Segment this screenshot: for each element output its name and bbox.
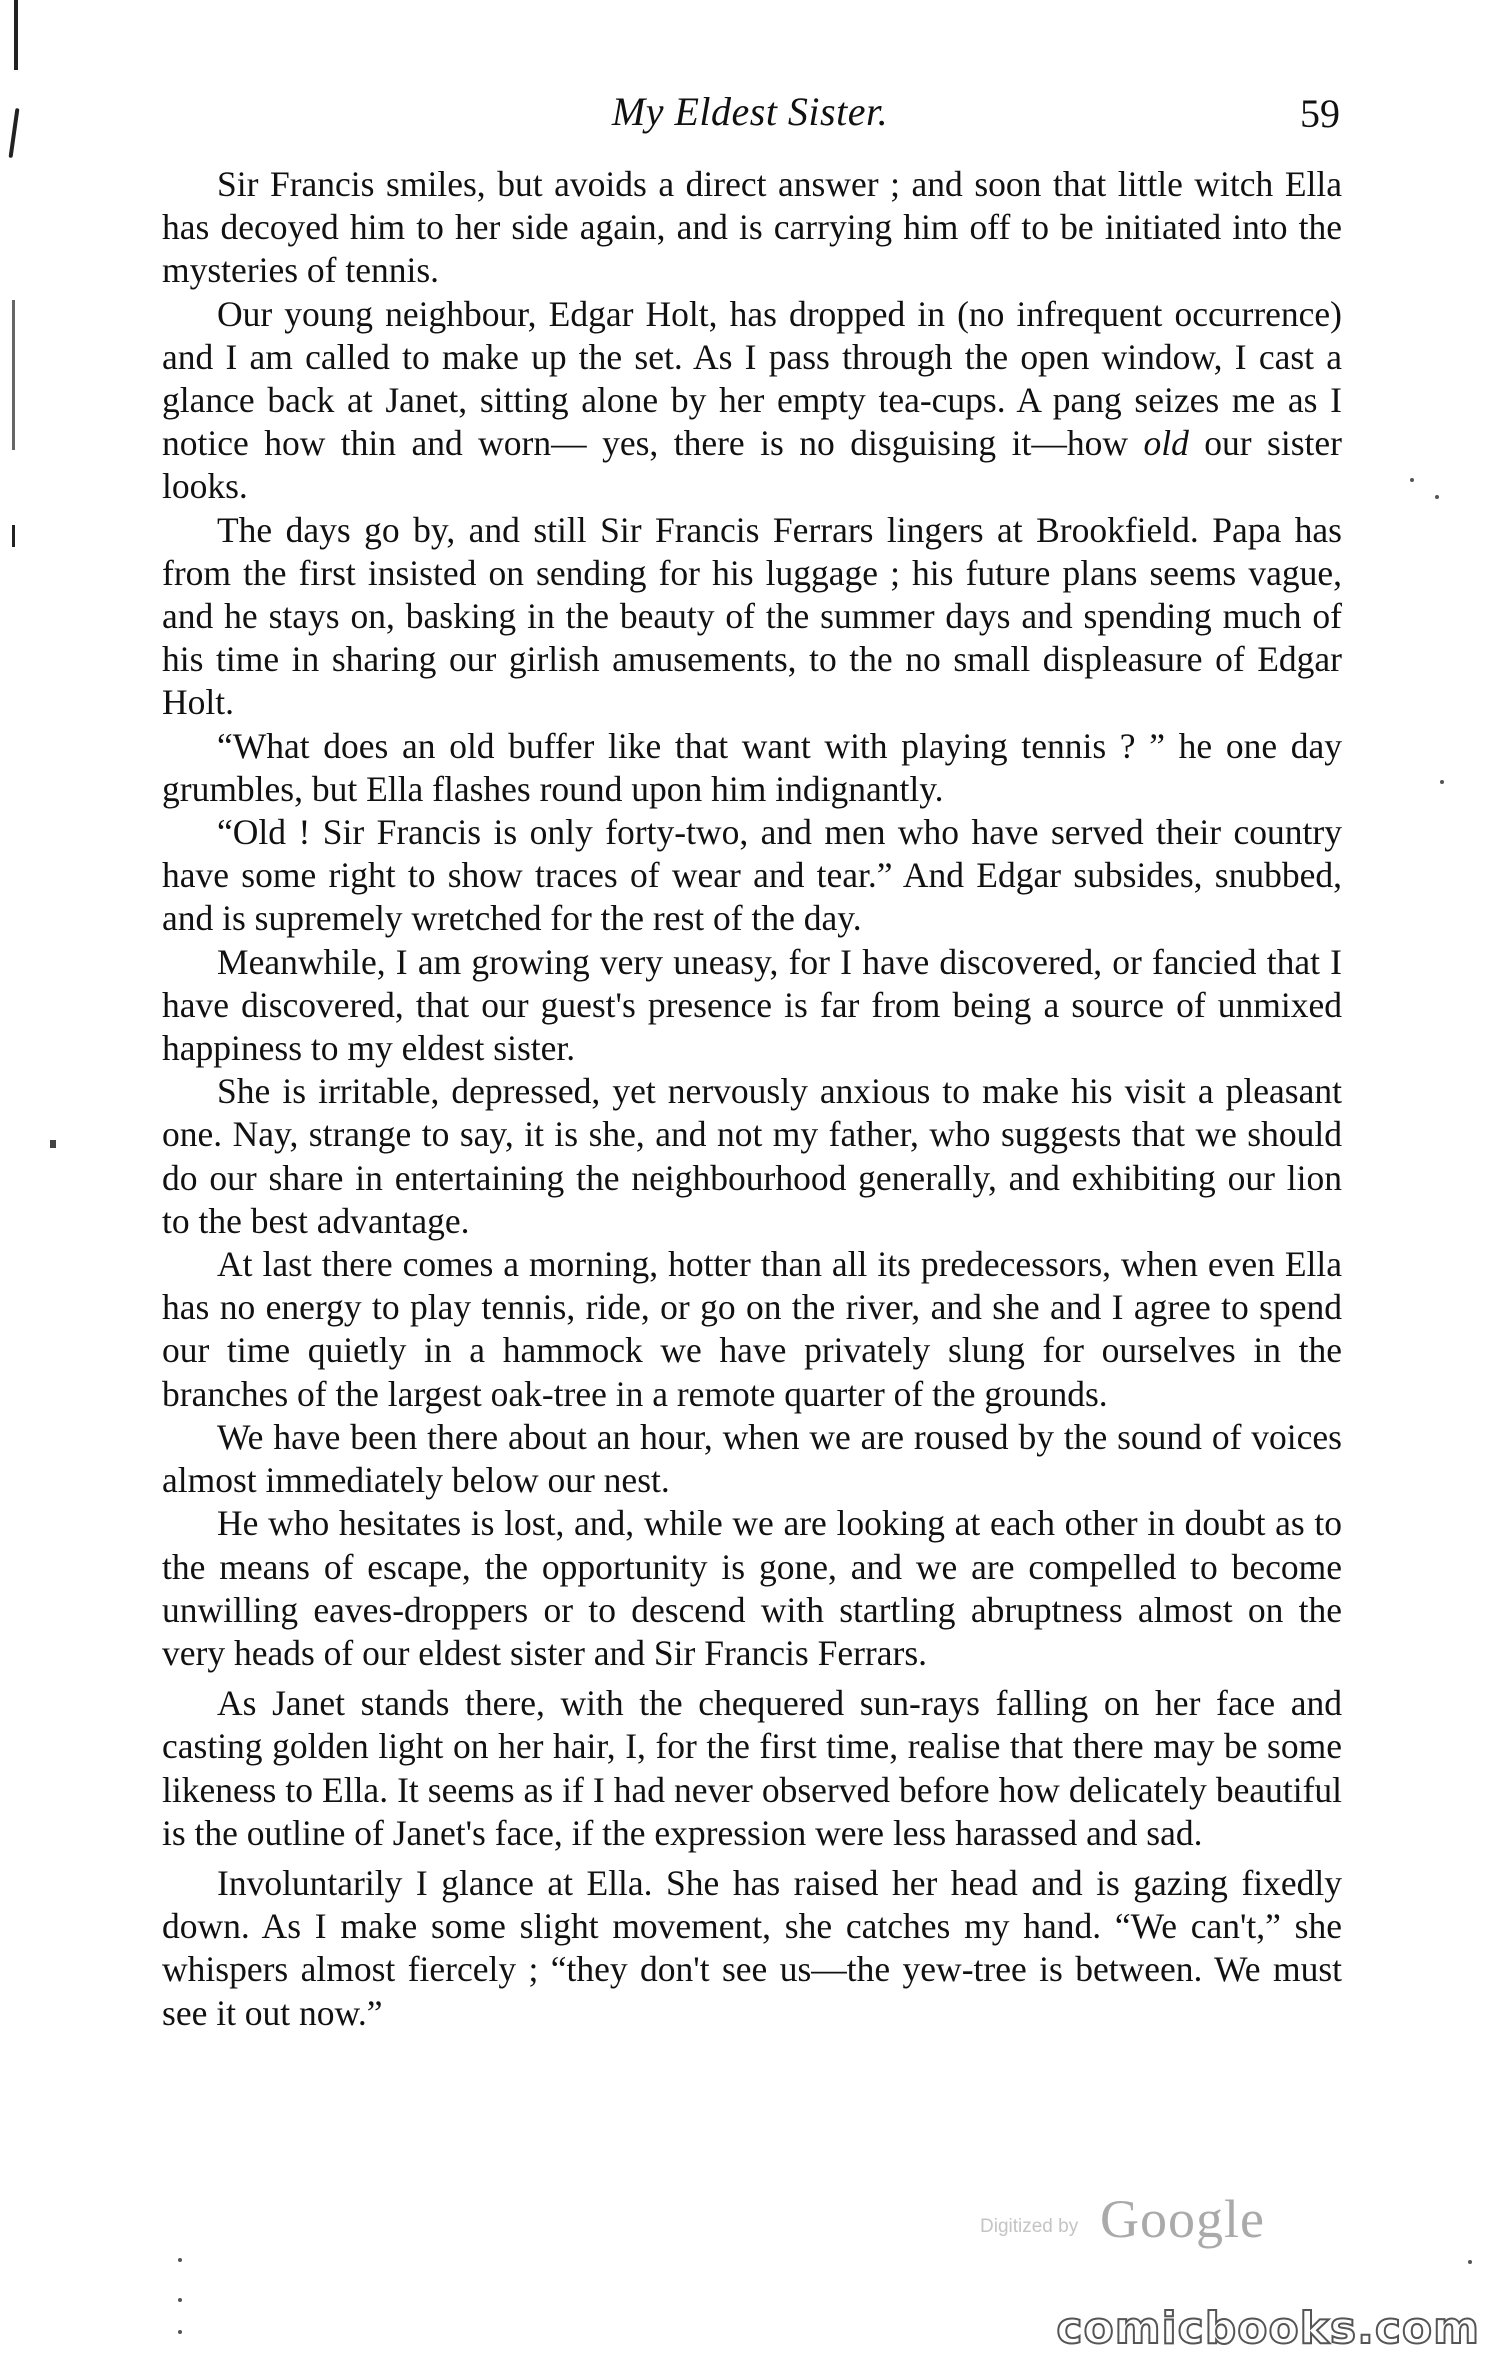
- paragraph: As Janet stands there, with the chequered sun-rays falling on her face and casting golden light on her hair, I, for the first time, realise that there may be some likeness to Ella. It seems as if I had never observed before how delicately beautiful is the outline of Janet's face, if the expression were less harassed and sad.: [162, 1683, 1342, 1853]
- site-stamp: comicbooks.com: [1056, 2303, 1480, 2354]
- paragraph: Sir Francis smiles, but avoids a direct answer ; and soon that little witch Ella has decoyed him to her side again, and is carrying him off to be initiated into the mysteries of tennis.: [162, 164, 1342, 291]
- paragraph: “Old ! Sir Francis is only forty-two, and men who have served their country have some right to show traces of wear and tear.” And Edgar subsides, snubbed, and is supremely wretched for the rest of the day.: [162, 812, 1342, 939]
- body-text: [162, 163, 1342, 2035]
- digitized-watermark: [980, 2190, 1290, 2250]
- scan-edge-mark: [9, 108, 20, 158]
- google-logo-text: Google: [1100, 2189, 1265, 2249]
- paragraph: We have been there about an hour, when we are roused by the sound of voices almost immediately below our nest.: [162, 1416, 1342, 1501]
- paragraph: He who hesitates is lost, and, while we are looking at each other in doubt as to the means of escape, the opportunity is gone, and we are compelled to become unwilling eaves-droppers or to descend with startling abruptness almost on the very heads of our eldest sister and Sir Francis Ferrars.: [162, 1503, 1342, 1673]
- paragraph: At last there comes a morning, hotter than all its predecessors, when even Ella has no energy to play tennis, ride, or go on the river, and she and I agree to spend our time quietly in a hammock we have privately slung for ourselves in the branches of the largest oak-tree in a remote quarter of the grounds.: [162, 1244, 1342, 1414]
- paragraph-text: our sister looks.: [162, 423, 1342, 507]
- running-title: My Eldest Sister.: [611, 89, 889, 134]
- paragraph: Involuntarily I glance at Ella. She has raised her head and is gazing fixedly down. As I make some slight movement, she catches my hand. “We can't,” she whispers almost fiercely ; “they don't see us—the yew-tree is between. We must see it out now.”: [162, 1862, 1342, 2033]
- page-header: [160, 88, 1340, 148]
- scan-edge-mark: [14, 0, 18, 70]
- scan-speck: [1468, 2260, 1472, 2264]
- paragraph-text: Our young neighbour, Edgar Holt, has dropped in (no infrequent occurrence) and I am called to make up the set. As I pass through the open window, I cast a glance back at Janet, sitting alone by her empty tea-cups. A pang seizes me as I notice how thin and worn— yes, there is no disguising it—how: [162, 293, 1342, 464]
- paragraph: [162, 293, 1342, 509]
- paragraph: The days go by, and still Sir Francis Ferrars lingers at Brookfield. Papa has from the first insisted on sending for his luggage ; his future plans seems vague, and he stays on, basking in the beauty of the summer days and spending much of his time in sharing our girlish amusements, to the no small displeasure of Edgar Holt.: [162, 509, 1342, 723]
- scan-edge-mark: [50, 1140, 56, 1148]
- scan-speck: [1410, 478, 1414, 482]
- emphasis-text: old: [1143, 423, 1189, 464]
- page-number: 59: [1300, 91, 1340, 136]
- scan-speck: [178, 2298, 182, 2302]
- scan-speck: [1440, 780, 1444, 784]
- scan-speck: [178, 2258, 182, 2262]
- paragraph: “What does an old buffer like that want with playing tennis ? ” he one day grumbles, but Ella flashes round upon him indignantly.: [162, 725, 1342, 809]
- paragraph: She is irritable, depressed, yet nervously anxious to make his visit a pleasant one. Nay, strange to say, it is she, and not my father, who suggests that we should do our share in entertaining the neighbourhood generally, and exhibiting our lion to the best advantage.: [162, 1071, 1342, 1241]
- digitized-by-text: Digitized by: [980, 2216, 1079, 2237]
- scan-speck: [1435, 495, 1439, 499]
- paragraph: Meanwhile, I am growing very uneasy, for I have discovered, or fancied that I have discovered, that our guest's presence is far from being a source of unmixed happiness to my eldest sister.: [162, 941, 1342, 1069]
- scan-speck: [178, 2330, 182, 2334]
- scan-edge-mark: [12, 300, 15, 450]
- scan-edge-mark: [12, 525, 15, 547]
